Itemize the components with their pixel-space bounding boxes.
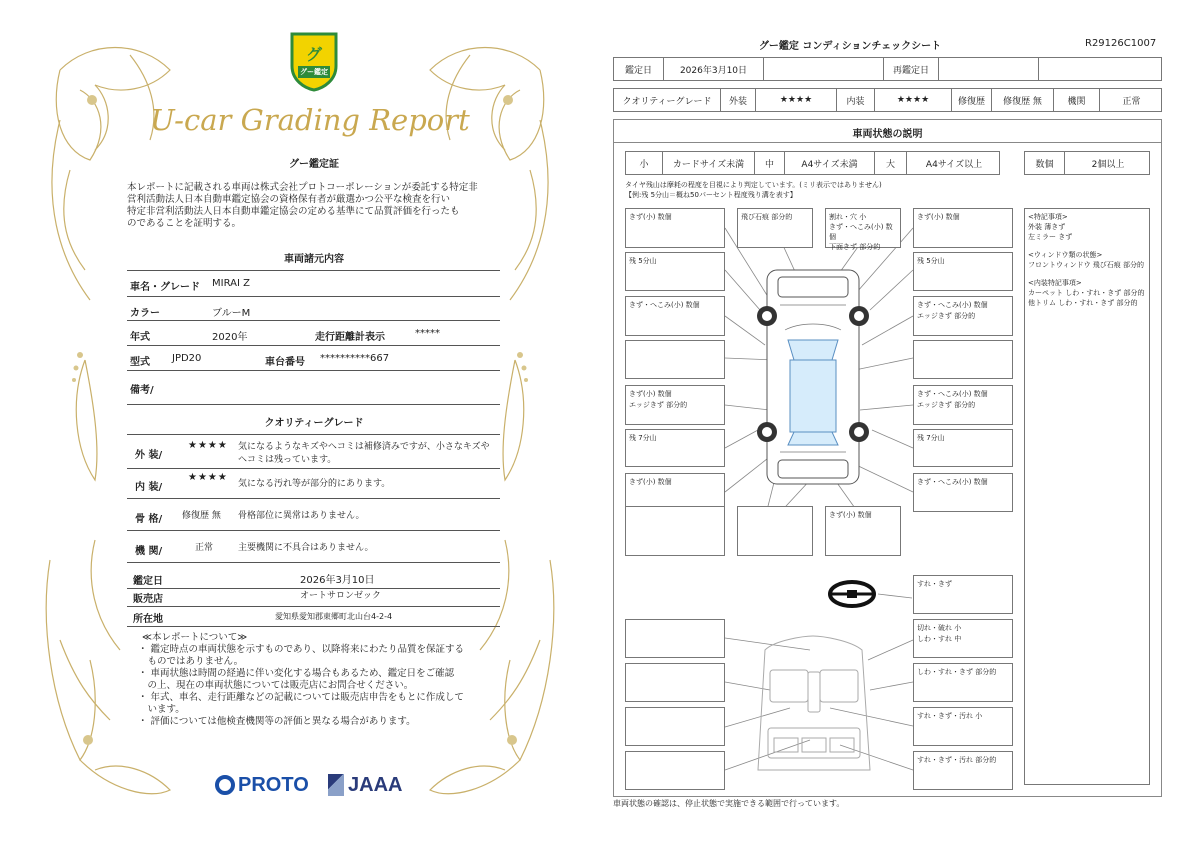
tire-note-2: 【例:残 5分山＝概ね50パーセント程度残り溝を表す】 (625, 191, 797, 199)
interior-right-4: すれ・きず・汚れ 小 (913, 707, 1013, 746)
name-value: MIRAI Z (212, 278, 250, 289)
size-small: 小 (626, 152, 663, 174)
note-right-5: きず・へこみ(小) 数個 エッジきず 部分的 (913, 385, 1013, 425)
dealer-label: 販売店 (133, 594, 163, 605)
ext-stars: ★★★★ (756, 89, 837, 111)
note-left-8 (625, 506, 725, 556)
divider (127, 320, 500, 321)
divider (127, 588, 500, 589)
color-label: カラー (130, 308, 160, 319)
cert-date-value: 2026年3月10日 (300, 575, 375, 586)
interior-right-2: 切れ・破れ 小 しわ・すれ 中 (913, 619, 1013, 658)
dealer-value: オートサロンゼック (300, 591, 381, 601)
size-mid: 中 (755, 152, 785, 174)
sheet-code: R29126C1007 (1085, 38, 1157, 49)
model-label: 型式 (130, 357, 150, 368)
divider (127, 468, 500, 469)
mileage-label: 走行距離計表示 (315, 332, 385, 343)
note-right-4 (913, 340, 1013, 379)
exterior-label: 外 装/ (135, 450, 163, 461)
mileage-value: ***** (415, 328, 440, 339)
tire-note-1: タイヤ残山は摩耗の程度を目視により判定しています。(ミリ表示ではありません) (625, 181, 882, 189)
frame-label: 骨 格/ (135, 514, 163, 525)
address-label: 所在地 (133, 614, 163, 625)
divider (127, 296, 500, 297)
date-value: 2026年3月10日 (664, 58, 764, 80)
size-small-desc: カードサイズ未満 (663, 152, 755, 174)
interior-right-3: しわ・すれ・きず 部分的 (913, 663, 1013, 702)
jaaa-mark-icon (328, 774, 344, 796)
exterior-stars: ★★★★ (188, 440, 228, 451)
frame-comment: 骨格部位に異常はありません。 (238, 511, 365, 521)
int-stars: ★★★★ (875, 89, 952, 111)
interior-left-3 (625, 707, 725, 746)
grade-label: クオリティーグレード (614, 89, 721, 111)
condition-sheet-panel (600, 0, 1200, 848)
note-right-2: 残 5分山 (913, 252, 1013, 291)
proto-logo: PROTO (215, 772, 309, 798)
engine-value: 正常 (195, 543, 214, 553)
proto-mark-icon (215, 775, 235, 795)
year-value: 2020年 (212, 332, 248, 343)
engine-comment: 主要機関に不具合はありません。 (238, 543, 374, 553)
note-left-5: きず(小) 数個 エッジきず 部分的 (625, 385, 725, 425)
engine-label: 機 関/ (135, 546, 163, 557)
size-large: 大 (875, 152, 907, 174)
report-script-title: U-car Grading Report (150, 103, 470, 137)
divider (127, 404, 500, 405)
note-top-1: 飛び石痕 部分的 (737, 208, 813, 248)
divider (127, 562, 500, 563)
size-large-desc: A4サイズ以上 (925, 159, 983, 170)
interior-left-4 (625, 751, 725, 790)
divider (127, 530, 500, 531)
special-notes: <特記事項> 外装 薄きず 左ミラー きず <ウィンドウ類の状態> フロントウィンドウ 飛び石痕 部分的 <内装特記事項> カーペット しわ・すれ・きず 部分的 他トリム しわ・すれ・きず 部分的 (1024, 208, 1150, 785)
divider (127, 498, 500, 499)
exterior-comment-1: 気になるようなキズやヘコミは補修済みですが、小さなキズや (238, 442, 490, 452)
interior-right-1: すれ・きず (913, 575, 1013, 614)
note-left-7: きず(小) 数個 (625, 473, 725, 512)
divider (127, 434, 500, 435)
note-bottom-1 (737, 506, 813, 556)
intro-paragraph: 本レポートに記載される車両は株式会社プロトコーポレーションが委託する特定非 営利活動法人日本自動車鑑定協会の資格保有者が厳選かつ公平な検査を行い 特定非営利活動法人日本自動車鑑定協会の定める基準にて品質評価を行ったも のであることを証明する。 (127, 182, 478, 229)
repair-value: 修復歴 無 (992, 89, 1054, 111)
note-left-4 (625, 340, 725, 379)
divider (127, 606, 500, 607)
steering-wheel-icon (830, 582, 874, 606)
ext-label: 外装 (721, 89, 756, 111)
note-left-6: 残 7分山 (625, 429, 725, 467)
size-mid-desc: A4サイズ未満 (785, 152, 875, 174)
interior-left-2 (625, 663, 725, 702)
goo-kantei-logo (288, 30, 340, 92)
chassis-value: **********667 (320, 353, 390, 364)
note-right-6: 残 7分山 (913, 429, 1013, 467)
remarks-label: 備考/ (130, 385, 154, 396)
engine-label: 機関 (1054, 89, 1100, 111)
divider (127, 345, 500, 346)
exterior-comment-2: ヘコミは残っています。 (238, 455, 337, 465)
repair-label: 修復歴 (952, 89, 992, 111)
interior-label: 内 装/ (135, 482, 163, 493)
note-left-1: きず(小) 数個 (625, 208, 725, 248)
note-top-2: 割れ・穴 小 きず・へこみ(小) 数個 下面きず 部分的 (825, 208, 901, 248)
specs-title: 車両諸元内容 (284, 254, 344, 265)
interior-comment: 気になる汚れ等が部分的にあります。 (238, 479, 391, 489)
sheet-title: グー鑑定 コンディションチェックシート (758, 41, 942, 52)
reinspect-label: 再鑑定日 (884, 58, 939, 80)
engine-value: 正常 (1122, 96, 1141, 107)
cert-date-label: 鑑定日 (133, 576, 163, 587)
certificate-subtitle: グー鑑定証 (289, 159, 339, 170)
model-value: JPD20 (172, 353, 202, 364)
logo-text: グー鑑定 (300, 68, 328, 76)
year-label: 年式 (130, 332, 150, 343)
jaaa-logo: JAAA (328, 772, 402, 798)
note-right-1: きず(小) 数個 (913, 208, 1013, 248)
note-left-3: きず・へこみ(小) 数個 (625, 296, 725, 336)
int-label: 内装 (837, 89, 875, 111)
notice-block: ≪本レポートについて≫ ・ 鑑定時点の車両状態を示すものであり、以降将来にわたり品質を保証する ものではありません。 ・ 車両状態は時間の経過に伴い変化する場合もあるため、鑑定日をご確認 の上、現在の車両状態については販売店にお問合せください。 ・ 年式、車名、走行距離などの記載については販売店申告をもとに作成して います。 ・ 評価については他検査機関等の評価と異なる場合があります。 (138, 632, 465, 727)
divider (127, 270, 500, 271)
color-value: ブルーM (212, 308, 251, 319)
quality-title: クオリティーグレード (264, 418, 364, 429)
svg-text:グ: グ (305, 45, 323, 64)
interior-left-1 (625, 619, 725, 658)
count-desc: 2個以上 (1091, 159, 1125, 170)
name-label: 車名・グレード (130, 282, 200, 293)
interior-right-5: すれ・きず・汚れ 部分的 (913, 751, 1013, 790)
note-bottom-2: きず(小) 数個 (825, 506, 901, 556)
note-right-7: きず・へこみ(小) 数個 (913, 473, 1013, 512)
sheet-footer-note: 車両状態の確認は、停止状態で実施できる範囲で行っています。 (613, 799, 845, 808)
address-value: 愛知県愛知郡東郷町北山台4-2-4 (275, 612, 393, 621)
count-label: 数個 (1025, 152, 1065, 174)
divider (127, 370, 500, 371)
explain-title: 車両状態の説明 (852, 129, 923, 140)
divider (127, 626, 500, 627)
interior-stars: ★★★★ (188, 472, 228, 483)
chassis-label: 車台番号 (265, 357, 305, 368)
frame-value: 修復歴 無 (182, 511, 221, 521)
note-right-3: きず・へこみ(小) 数個 エッジきず 部分的 (913, 296, 1013, 336)
note-left-2: 残 5分山 (625, 252, 725, 291)
date-label: 鑑定日 (614, 58, 664, 80)
